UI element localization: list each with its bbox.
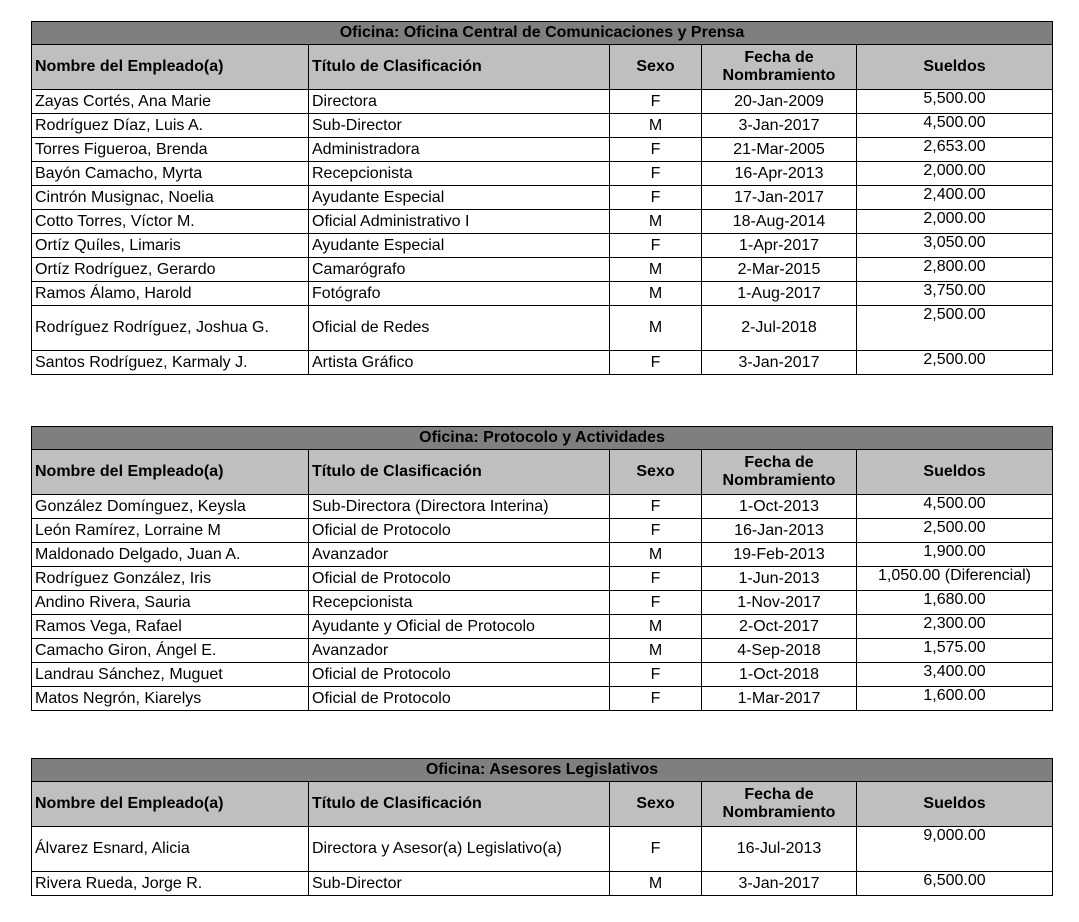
appointment-date-cell: 16-Apr-2013	[702, 162, 857, 186]
sex-cell: M	[610, 114, 702, 138]
table-row	[32, 210, 1053, 234]
salary-cell: 2,800.00	[857, 258, 1053, 282]
office-table-protocolo	[31, 426, 1053, 711]
classification-title-cell: Sub-Director	[309, 114, 610, 138]
appointment-date-cell: 1-Nov-2017	[702, 591, 857, 615]
header-name: Nombre del Empleado(a)	[32, 45, 309, 90]
appointment-date-cell: 3-Jan-2017	[702, 114, 857, 138]
appointment-date-cell: 1-Mar-2017	[702, 687, 857, 711]
table-row	[32, 567, 1053, 591]
employee-name-cell: González Domínguez, Keysla	[32, 495, 309, 519]
sex-cell: M	[610, 639, 702, 663]
salary-cell: 4,500.00	[857, 114, 1053, 138]
table-row	[32, 827, 1053, 872]
appointment-date-cell: 1-Oct-2018	[702, 663, 857, 687]
salary-cell: 3,050.00	[857, 234, 1053, 258]
salary-cell: 2,000.00	[857, 162, 1053, 186]
sex-cell: F	[610, 351, 702, 375]
header-name: Nombre del Empleado(a)	[32, 450, 309, 495]
employee-name-cell: Maldonado Delgado, Juan A.	[32, 543, 309, 567]
header-sex: Sexo	[610, 782, 702, 827]
sex-cell: M	[610, 615, 702, 639]
header-salary: Sueldos	[857, 450, 1053, 495]
salary-cell: 2,500.00	[857, 519, 1053, 543]
appointment-date-cell: 1-Jun-2013	[702, 567, 857, 591]
employee-name-cell: Camacho Giron, Ángel E.	[32, 639, 309, 663]
appointment-date-cell: 2-Jul-2018	[702, 306, 857, 351]
sex-cell: F	[610, 162, 702, 186]
table-row	[32, 687, 1053, 711]
header-date: Fecha de Nombramiento	[702, 45, 857, 90]
table-row	[32, 543, 1053, 567]
appointment-date-cell: 3-Jan-2017	[702, 351, 857, 375]
sex-cell: F	[610, 567, 702, 591]
employee-name-cell: Cotto Torres, Víctor M.	[32, 210, 309, 234]
salary-cell: 2,400.00	[857, 186, 1053, 210]
classification-title-cell: Oficial de Protocolo	[309, 567, 610, 591]
salary-cell: 6,500.00	[857, 872, 1053, 896]
table-row	[32, 186, 1053, 210]
employee-name-cell: Santos Rodríguez, Karmaly J.	[32, 351, 309, 375]
office-title: Oficina: Protocolo y Actividades	[32, 427, 1053, 450]
sex-cell: M	[610, 258, 702, 282]
appointment-date-cell: 20-Jan-2009	[702, 90, 857, 114]
table-row	[32, 519, 1053, 543]
appointment-date-cell: 4-Sep-2018	[702, 639, 857, 663]
table-row	[32, 591, 1053, 615]
office-table-comunicaciones	[31, 21, 1053, 375]
appointment-date-cell: 18-Aug-2014	[702, 210, 857, 234]
sex-cell: F	[610, 663, 702, 687]
classification-title-cell: Avanzador	[309, 639, 610, 663]
sex-cell: F	[610, 591, 702, 615]
employee-name-cell: Rodríguez González, Iris	[32, 567, 309, 591]
classification-title-cell: Fotógrafo	[309, 282, 610, 306]
classification-title-cell: Directora y Asesor(a) Legislativo(a)	[309, 827, 610, 872]
employee-name-cell: Zayas Cortés, Ana Marie	[32, 90, 309, 114]
salary-cell: 9,000.00	[857, 827, 1053, 872]
table-row	[32, 639, 1053, 663]
appointment-date-cell: 2-Mar-2015	[702, 258, 857, 282]
table-row	[32, 615, 1053, 639]
sex-cell: F	[610, 186, 702, 210]
table-row	[32, 138, 1053, 162]
classification-title-cell: Ayudante Especial	[309, 234, 610, 258]
employee-name-cell: Cintrón Musignac, Noelia	[32, 186, 309, 210]
sex-cell: F	[610, 687, 702, 711]
classification-title-cell: Oficial Administrativo I	[309, 210, 610, 234]
classification-title-cell: Oficial de Protocolo	[309, 687, 610, 711]
appointment-date-cell: 17-Jan-2017	[702, 186, 857, 210]
salary-cell: 3,400.00	[857, 663, 1053, 687]
classification-title-cell: Administradora	[309, 138, 610, 162]
classification-title-cell: Directora	[309, 90, 610, 114]
sex-cell: M	[610, 282, 702, 306]
table-row	[32, 663, 1053, 687]
sex-cell: F	[610, 234, 702, 258]
table-row	[32, 234, 1053, 258]
sex-cell: F	[610, 519, 702, 543]
classification-title-cell: Artista Gráfico	[309, 351, 610, 375]
salary-cell: 1,600.00	[857, 687, 1053, 711]
table-row	[32, 306, 1053, 351]
table-row	[32, 872, 1053, 896]
salary-cell: 2,300.00	[857, 615, 1053, 639]
sex-cell: F	[610, 138, 702, 162]
employee-name-cell: Torres Figueroa, Brenda	[32, 138, 309, 162]
classification-title-cell: Oficial de Redes	[309, 306, 610, 351]
salary-cell: 2,500.00	[857, 306, 1053, 351]
salary-cell: 1,575.00	[857, 639, 1053, 663]
salary-cell: 3,750.00	[857, 282, 1053, 306]
table-row	[32, 258, 1053, 282]
employee-name-cell: Rivera Rueda, Jorge R.	[32, 872, 309, 896]
classification-title-cell: Sub-Directora (Directora Interina)	[309, 495, 610, 519]
sex-cell: F	[610, 827, 702, 872]
employee-name-cell: Bayón Camacho, Myrta	[32, 162, 309, 186]
header-name: Nombre del Empleado(a)	[32, 782, 309, 827]
table-row	[32, 90, 1053, 114]
header-salary: Sueldos	[857, 45, 1053, 90]
appointment-date-cell: 16-Jul-2013	[702, 827, 857, 872]
employee-name-cell: Landrau Sánchez, Muguet	[32, 663, 309, 687]
employee-name-cell: Andino Rivera, Sauria	[32, 591, 309, 615]
sex-cell: M	[610, 306, 702, 351]
classification-title-cell: Oficial de Protocolo	[309, 519, 610, 543]
classification-title-cell: Avanzador	[309, 543, 610, 567]
header-title: Título de Clasificación	[309, 45, 610, 90]
employee-name-cell: Ramos Vega, Rafael	[32, 615, 309, 639]
employee-name-cell: Rodríguez Rodríguez, Joshua G.	[32, 306, 309, 351]
sex-cell: M	[610, 872, 702, 896]
header-title: Título de Clasificación	[309, 782, 610, 827]
table-row	[32, 114, 1053, 138]
salary-cell: 2,000.00	[857, 210, 1053, 234]
appointment-date-cell: 3-Jan-2017	[702, 872, 857, 896]
salary-cell: 2,500.00	[857, 351, 1053, 375]
table-row	[32, 162, 1053, 186]
sex-cell: F	[610, 495, 702, 519]
header-date: Fecha de Nombramiento	[702, 450, 857, 495]
table-row	[32, 351, 1053, 375]
office-table-asesores	[31, 758, 1053, 896]
salary-cell: 1,680.00	[857, 591, 1053, 615]
appointment-date-cell: 19-Feb-2013	[702, 543, 857, 567]
header-sex: Sexo	[610, 450, 702, 495]
employee-name-cell: Ramos Álamo, Harold	[32, 282, 309, 306]
header-salary: Sueldos	[857, 782, 1053, 827]
table-row	[32, 282, 1053, 306]
appointment-date-cell: 1-Oct-2013	[702, 495, 857, 519]
classification-title-cell: Ayudante Especial	[309, 186, 610, 210]
header-sex: Sexo	[610, 45, 702, 90]
classification-title-cell: Recepcionista	[309, 591, 610, 615]
employee-name-cell: Ortíz Rodríguez, Gerardo	[32, 258, 309, 282]
header-date: Fecha de Nombramiento	[702, 782, 857, 827]
office-title: Oficina: Oficina Central de Comunicaciones y Prensa	[32, 22, 1053, 45]
classification-title-cell: Ayudante y Oficial de Protocolo	[309, 615, 610, 639]
employee-name-cell: Rodríguez Díaz, Luis A.	[32, 114, 309, 138]
classification-title-cell: Recepcionista	[309, 162, 610, 186]
classification-title-cell: Camarógrafo	[309, 258, 610, 282]
appointment-date-cell: 21-Mar-2005	[702, 138, 857, 162]
salary-cell: 5,500.00	[857, 90, 1053, 114]
header-title: Título de Clasificación	[309, 450, 610, 495]
appointment-date-cell: 1-Aug-2017	[702, 282, 857, 306]
office-title: Oficina: Asesores Legislativos	[32, 759, 1053, 782]
salary-cell: 1,900.00	[857, 543, 1053, 567]
sex-cell: F	[610, 90, 702, 114]
salary-cell: 4,500.00	[857, 495, 1053, 519]
employee-name-cell: Ortíz Quíles, Limaris	[32, 234, 309, 258]
appointment-date-cell: 1-Apr-2017	[702, 234, 857, 258]
classification-title-cell: Sub-Director	[309, 872, 610, 896]
employee-name-cell: Álvarez Esnard, Alicia	[32, 827, 309, 872]
table-row	[32, 495, 1053, 519]
sex-cell: M	[610, 543, 702, 567]
appointment-date-cell: 2-Oct-2017	[702, 615, 857, 639]
appointment-date-cell: 16-Jan-2013	[702, 519, 857, 543]
employee-name-cell: Matos Negrón, Kiarelys	[32, 687, 309, 711]
sex-cell: M	[610, 210, 702, 234]
classification-title-cell: Oficial de Protocolo	[309, 663, 610, 687]
salary-cell: 2,653.00	[857, 138, 1053, 162]
salary-cell: 1,050.00 (Diferencial)	[857, 567, 1053, 591]
employee-name-cell: León Ramírez, Lorraine M	[32, 519, 309, 543]
